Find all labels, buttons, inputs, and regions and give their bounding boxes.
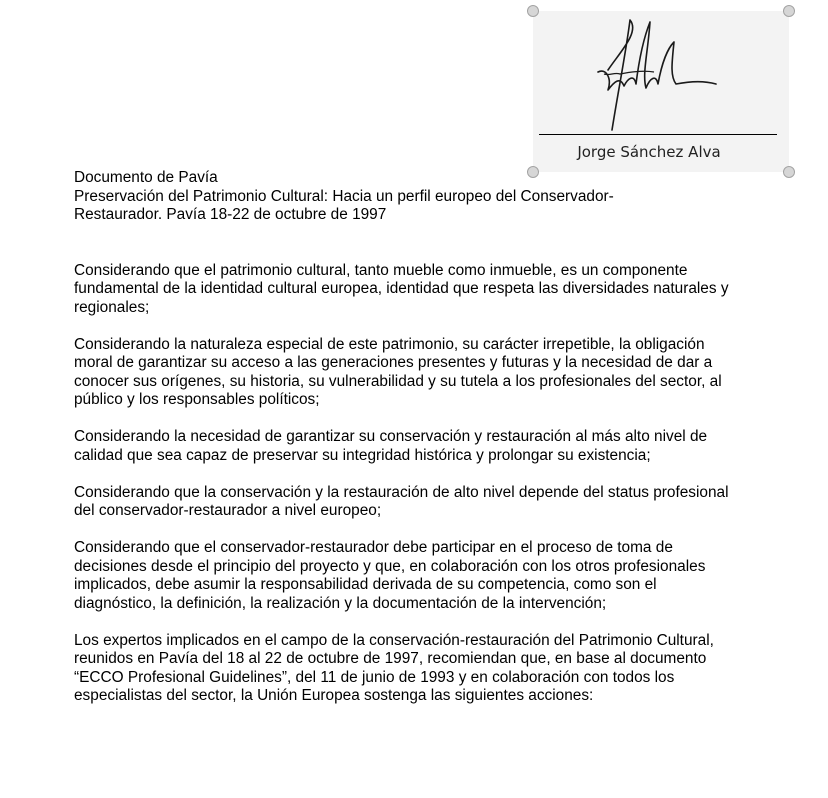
signature-line — [539, 134, 777, 135]
document-title: Documento de Pavía — [74, 169, 218, 186]
paragraph: Considerando que el conservador-restaurador debe participar en el proceso de toma de decisiones desde el principio del proyecto y que, en colaboración con los otros profesionales implicados, debe asumir la responsabilidad derivada de su competencia, como son el diagnóstico, la definición, la realización y la documentación de la intervención; — [74, 539, 706, 612]
paragraph: Los expertos implicados en el campo de la conservación-restauración del Patrimonio Cultural, reunidos en Pavía del 18 al 22 de octubre de 1997, recomiendan que, en base al documento “ECCO Profesional Guidelines”, del 11 de junio de 1993 y en colaboración con todos los especialistas del sector, la Unión Europea sostenga las siguientes acciones: — [74, 631, 714, 704]
paragraph: Considerando la naturaleza especial de este patrimonio, su carácter irrepetible, la obligación moral de garantizar su acceso a las generaciones presentes y futuras y la necesidad de dar a conocer sus orígenes, su historia, su vulnerabilidad y su tutela a los profesionales del sector, al público y los responsables políticos; — [74, 335, 722, 408]
document-subtitle: Preservación del Patrimonio Cultural: Hacia un perfil europeo del Conservador- Restaurador. Pavía 18-22 de octubre de 1997 — [74, 187, 614, 223]
signature-name: Jorge Sánchez Alva — [577, 143, 721, 161]
signature-scribble — [590, 12, 720, 132]
resize-handle-top-right[interactable] — [783, 5, 795, 17]
resize-handle-bottom-right[interactable] — [783, 166, 795, 178]
paragraph: Considerando la necesidad de garantizar su conservación y restauración al más alto nivel de calidad que sea capaz de preservar su integridad histórica y prolongar su existencia; — [74, 428, 708, 464]
paragraph: Considerando que el patrimonio cultural, tanto mueble como inmueble, es un componente fundamental de la identidad cultural europea, identidad que respeta las diversidades naturales y regionales; — [74, 261, 729, 316]
document-header — [74, 169, 734, 225]
paragraph: Considerando que la conservación y la restauración de alto nivel depende del status profesional del conservador-restaurador a nivel europeo; — [74, 483, 729, 519]
document-body — [74, 169, 734, 724]
resize-handle-top-left[interactable] — [527, 5, 539, 17]
